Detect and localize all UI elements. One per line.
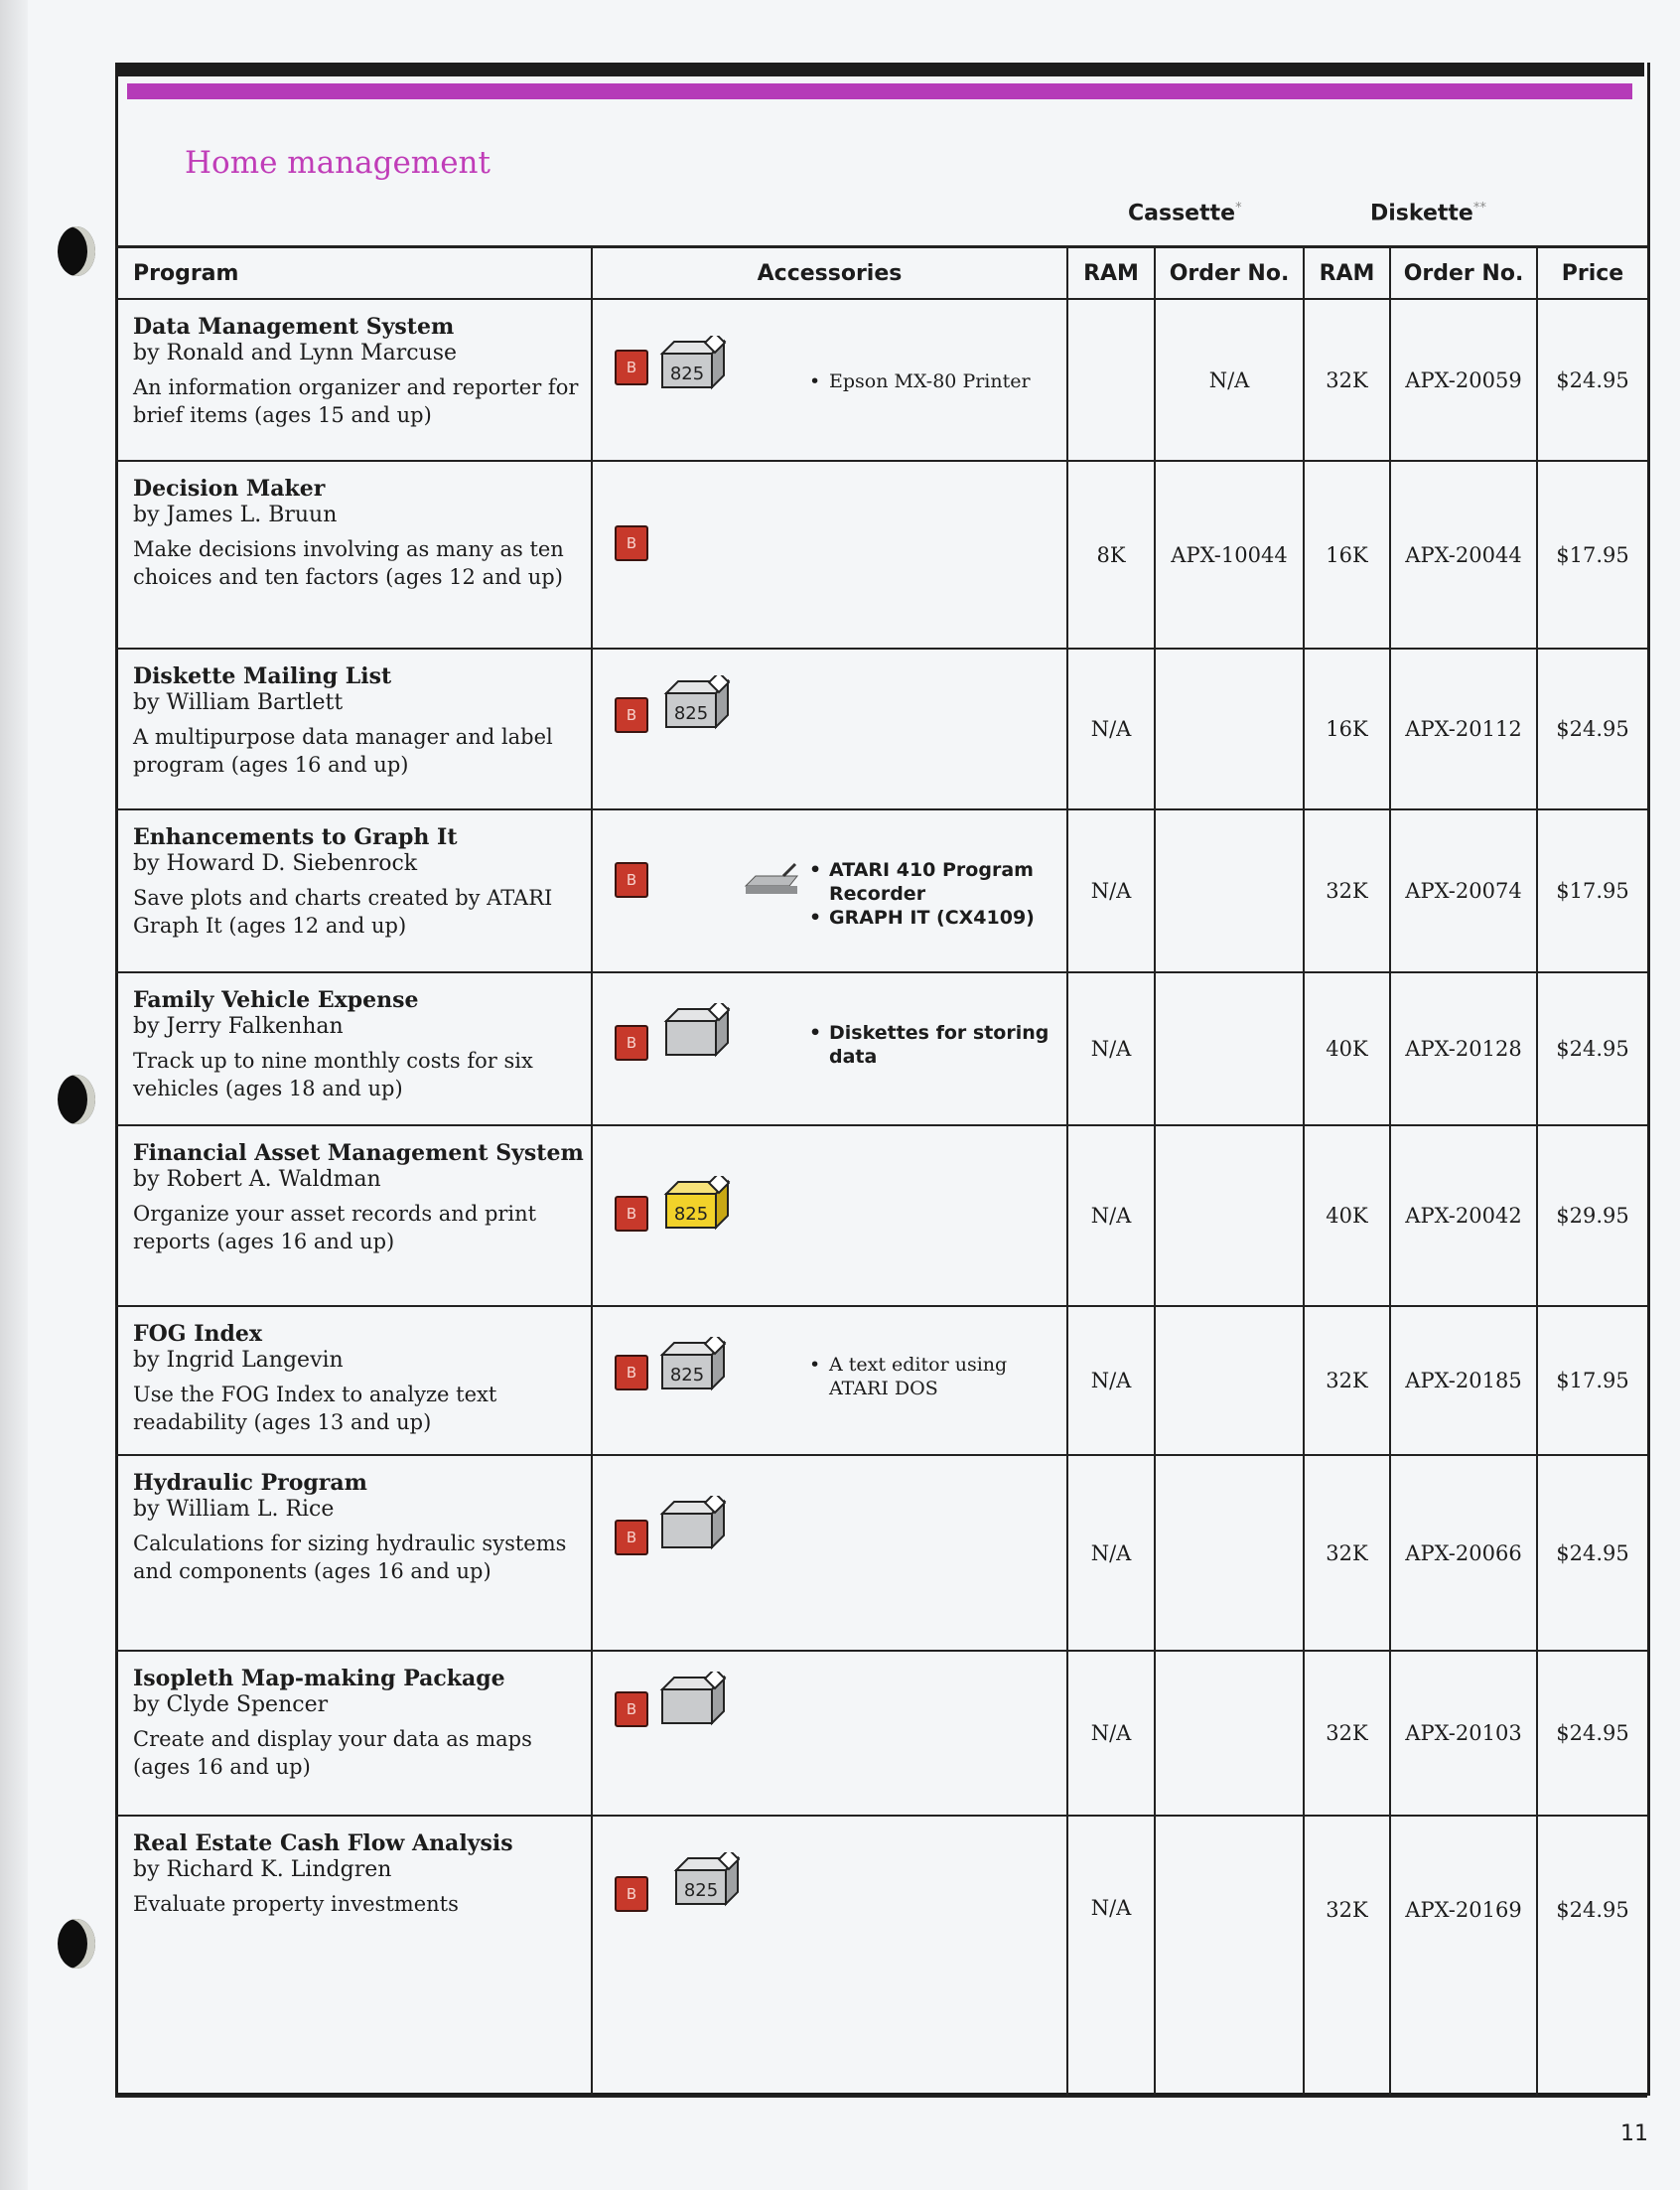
diskette-ram: 16K [1304,649,1390,809]
accessories-cell [592,809,1067,972]
cassette-ram: N/A [1067,649,1155,809]
program-title: Family Vehicle Expense [133,987,419,1013]
table-row [115,972,1647,1125]
cassette-group-header [1128,201,1242,225]
cassette-order [1155,1125,1304,1306]
disk-drive-label: 825 [669,1365,705,1386]
cassette-order [1155,1455,1304,1651]
binder-hole-bottom [58,1919,95,1969]
accessories-cell [592,1651,1067,1816]
cassette-order [1155,1651,1304,1816]
diskette-ram: 16K [1304,461,1390,649]
diskette-order: APX-20074 [1390,809,1537,972]
accessories-cell [592,972,1067,1125]
disk-drive-icon [662,1176,738,1236]
diskette-order: APX-20112 [1390,649,1537,809]
binder-hole-top [58,226,95,276]
page-number: 11 [1620,2121,1648,2146]
diskette-ram: 32K [1304,809,1390,972]
program-description: Use the FOG Index to analyze text readability (ages 13 and up) [133,1383,497,1434]
accessories-list [809,369,1057,393]
program-author: by Jerry Falkenhan [133,1014,344,1039]
disk-drive-icon [658,1337,734,1396]
binder-hole-middle [58,1075,95,1124]
disk-drive-icon [658,1496,734,1555]
accessory-item: • GRAPH IT (CX4109) [809,906,1057,930]
basic-cartridge-icon: B [615,525,648,561]
program-title: Hydraulic Program [133,1470,367,1496]
accessories-cell [592,299,1067,461]
price: $17.95 [1537,1306,1647,1455]
table-row [115,809,1647,972]
accessories-cell [592,1306,1067,1455]
program-title: Enhancements to Graph It [133,824,458,850]
cassette-order [1155,1816,1304,2097]
program-description: Calculations for sizing hydraulic systems and components (ages 16 and up) [133,1532,567,1583]
basic-cartridge-icon: B [615,1196,648,1232]
program-description: Track up to nine monthly costs for six vehicles (ages 18 and up) [133,1049,533,1100]
disk-drive-label: 825 [669,364,705,384]
section-title: Home management [185,145,490,181]
program-description: Create and display your data as maps (ages 16 and up) [133,1727,532,1779]
cassette-order: APX-10044 [1155,461,1304,649]
col-program: Program [115,247,592,300]
price: $17.95 [1537,461,1647,649]
table-header-row [115,247,1647,300]
diskette-ram: 32K [1304,1651,1390,1816]
diskette-ram: 32K [1304,1306,1390,1455]
diskette-order: APX-20059 [1390,299,1537,461]
program-title: Financial Asset Management System [133,1140,584,1166]
cassette-group-label: Cassette [1128,201,1236,226]
col-cassette-ram: RAM [1067,247,1155,300]
disk-drive-label: 825 [683,1880,719,1901]
program-table [115,245,1647,2098]
accessory-item: • Epson MX-80 Printer [809,369,1057,393]
disk-drive-label: 825 [673,1204,709,1225]
program-description: Save plots and charts created by ATARI Graph It (ages 12 and up) [133,886,553,938]
accessory-item: • A text editor using ATARI DOS [809,1353,1057,1400]
program-title: Decision Maker [133,476,326,502]
program-title: Real Estate Cash Flow Analysis [133,1830,513,1856]
cassette-order [1155,809,1304,972]
program-description: A multipurpose data manager and label program (ages 16 and up) [133,725,553,777]
program-cell [115,1816,592,2097]
disk-drive-label: 825 [673,703,709,724]
program-cell [115,1306,592,1455]
col-price: Price [1537,247,1647,300]
diskette-ram: 40K [1304,972,1390,1125]
col-cassette-order: Order No. [1155,247,1304,300]
program-cell [115,649,592,809]
cassette-ram: N/A [1067,1125,1155,1306]
cassette-ram [1067,299,1155,461]
diskette-ram: 32K [1304,1816,1390,2097]
price: $24.95 [1537,299,1647,461]
program-cell [115,461,592,649]
program-title: Isopleth Map-making Package [133,1666,505,1691]
program-cell [115,1651,592,1816]
diskette-order: APX-20044 [1390,461,1537,649]
diskette-ram: 32K [1304,1455,1390,1651]
diskette-order: APX-20066 [1390,1455,1537,1651]
program-recorder-icon [744,862,801,896]
cassette-ram: N/A [1067,1816,1155,2097]
diskette-ram: 32K [1304,299,1390,461]
col-diskette-order: Order No. [1390,247,1537,300]
table-row [115,1306,1647,1455]
program-title: Diskette Mailing List [133,663,392,689]
accessories-list [809,858,1057,930]
col-diskette-ram: RAM [1304,247,1390,300]
program-description: Organize your asset records and print reports (ages 16 and up) [133,1202,537,1253]
price: $24.95 [1537,1455,1647,1651]
accessories-cell [592,1816,1067,2097]
program-description: Evaluate property investments [133,1892,459,1916]
program-title: FOG Index [133,1321,263,1347]
basic-cartridge-icon: B [615,1355,648,1390]
accessories-cell [592,1455,1067,1651]
program-description: An information organizer and reporter for brief items (ages 15 and up) [133,375,579,427]
diskette-group-label: Diskette [1370,201,1473,226]
price: $17.95 [1537,809,1647,972]
disk-drive-icon [658,336,734,395]
program-cell [115,809,592,972]
cassette-ram: N/A [1067,1651,1155,1816]
basic-cartridge-icon: B [615,1025,648,1061]
accessories-list [809,1021,1057,1069]
accessory-item: • Diskettes for storing data [809,1021,1057,1069]
cassette-footnote-mark: * [1235,201,1242,216]
program-description: Make decisions involving as many as ten choices and ten factors (ages 12 and up) [133,537,564,589]
basic-cartridge-icon: B [615,1691,648,1727]
diskette-order: APX-20103 [1390,1651,1537,1816]
cassette-ram: N/A [1067,809,1155,972]
basic-cartridge-icon: B [615,862,648,898]
price: $24.95 [1537,649,1647,809]
disk-drive-icon [662,675,738,735]
cassette-ram: N/A [1067,972,1155,1125]
table-row [115,1455,1647,1651]
accessories-cell [592,1125,1067,1306]
table-row [115,1125,1647,1306]
program-title: Data Management System [133,314,455,340]
diskette-ram: 40K [1304,1125,1390,1306]
cassette-order [1155,649,1304,809]
disk-drive-icon [658,1672,734,1731]
table-row [115,649,1647,809]
accessories-list [809,1353,1057,1400]
price: $24.95 [1537,1651,1647,1816]
price: $29.95 [1537,1125,1647,1306]
table-row [115,1816,1647,2097]
program-cell [115,1455,592,1651]
diskette-order: APX-20185 [1390,1306,1537,1455]
cassette-ram: N/A [1067,1455,1155,1651]
program-cell [115,299,592,461]
program-author: by Richard K. Lindgren [133,1857,392,1882]
page-edge [0,0,28,2190]
program-cell [115,972,592,1125]
program-author: by James L. Bruun [133,503,338,527]
program-author: by Ronald and Lynn Marcuse [133,341,458,365]
basic-cartridge-icon: B [615,350,648,385]
table-row [115,299,1647,461]
diskette-group-header [1370,201,1486,225]
program-author: by William L. Rice [133,1497,335,1522]
price: $24.95 [1537,972,1647,1125]
cassette-order [1155,972,1304,1125]
diskette-order: APX-20128 [1390,972,1537,1125]
cassette-order: N/A [1155,299,1304,461]
program-author: by Clyde Spencer [133,1692,329,1717]
basic-cartridge-icon: B [615,697,648,733]
program-author: by Howard D. Siebenrock [133,851,418,876]
accessory-item: • ATARI 410 Program Recorder [809,858,1057,906]
table-row [115,1651,1647,1816]
program-cell [115,1125,592,1306]
cassette-ram: N/A [1067,1306,1155,1455]
table-row [115,461,1647,649]
diskette-order: APX-20169 [1390,1816,1537,2097]
diskette-order: APX-20042 [1390,1125,1537,1306]
basic-cartridge-icon: B [615,1876,648,1912]
program-author: by Ingrid Langevin [133,1348,344,1373]
disk-drive-icon [672,1852,748,1912]
price: $24.95 [1537,1816,1647,2097]
cassette-order [1155,1306,1304,1455]
col-accessories: Accessories [592,247,1067,300]
basic-cartridge-icon: B [615,1520,648,1555]
accessories-cell [592,649,1067,809]
cassette-ram: 8K [1067,461,1155,649]
accessories-cell [592,461,1067,649]
program-author: by William Bartlett [133,690,344,715]
diskette-footnote-mark: ** [1472,201,1486,216]
disk-drive-icon [662,1003,738,1063]
program-author: by Robert A. Waldman [133,1167,381,1192]
